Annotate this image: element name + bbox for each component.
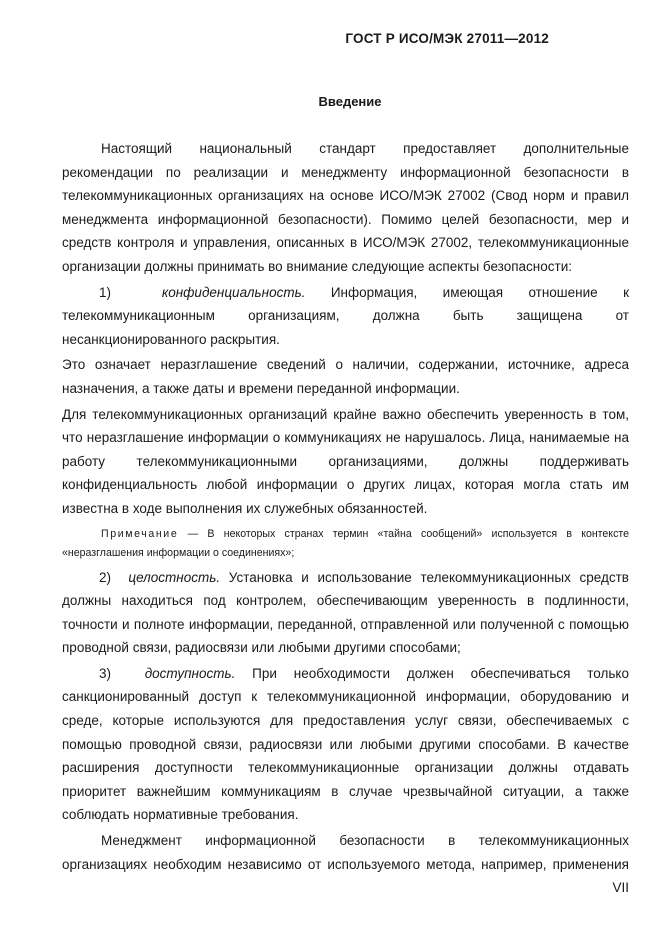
list-item-availability xyxy=(62,662,629,827)
list-item-number: 1) xyxy=(99,284,112,300)
page-number: VII xyxy=(612,880,629,895)
list-item-text: При необходимости должен обеспечиваться только санкционированный доступ к телекоммуникационной информации, оборудованию и среде, которые используются для предоставления услуг связи, обеспечиваемых с помощью проводной связи, радиосвязи или любыми другими способами. В качестве расширения доступности телекоммуникационные организации должны отдавать приоритет важнейшим коммуникациям в случае чрезвычайной ситуации, а также соблюдать нормативные требования. xyxy=(62,665,629,823)
list-item-text: Установка и использование телекоммуникационных средств должны находиться под контролем, обеспечивающим уверенность в подлинности, точности и полноте информации, переданной, отправленной или полученной с помощью проводной связи, радиосвязи или любыми другими способами; xyxy=(62,569,629,656)
body-text xyxy=(62,137,629,876)
paragraph-management: Менеджмент информационной безопасности в телекоммуникационных организациях необходим независимо от используемого метода, например, применения xyxy=(62,833,629,872)
list-item-confidentiality xyxy=(62,281,629,352)
note-text: — В некоторых странах термин «тайна сообщений» используется в контексте «неразглашения информации о соединениях»; xyxy=(62,527,629,559)
list-item-number: 3) xyxy=(99,665,112,681)
standard-header: ГОСТ Р ИСО/МЭК 27011—2012 xyxy=(345,31,549,46)
paragraph-disclosure: Это означает неразглашение сведений о наличии, содержании, источнике, адреса назначения, а также даты и времени переданной информации. xyxy=(62,357,629,396)
list-item-term: целостность. xyxy=(128,569,221,585)
list-item-term: конфиденциальность. xyxy=(161,284,306,300)
note xyxy=(62,525,629,564)
section-title: Введение xyxy=(318,94,382,109)
list-item-number: 2) xyxy=(99,569,112,585)
intro-paragraph: Настоящий национальный стандарт предоставляет дополнительные рекомендации по реализации и менеджменту информационной безопасности в телекоммуникационных организациях на основе ИСО/МЭК 27002 (Свод норм и правил менеджмента информационной безопасности). Помимо целей безопасности, мер и средств контроля и управления, описанных в ИСО/МЭК 27002, телекоммуникационные организации должны принимать во внимание следующие аспекты безопасности: xyxy=(62,141,629,274)
paragraph-assurance: Для телекоммуникационных организаций крайне важно обеспечить уверенность в том, что неразглашение информации о коммуникациях не нарушалось. Лица, нанимаемые на работу телекоммуникационными организациями, должны поддерживать конфиденциальность любой информации о других лицах, которая могла стать им известна в ходе выполнения их служебных обязанностей. xyxy=(62,406,629,516)
list-item-text: Информация, имеющая отношение к телекоммуникационным организациям, должна быть защищена от несанкционированного раскрытия. xyxy=(62,284,629,347)
list-item-integrity xyxy=(62,566,629,660)
note-label: Примечание xyxy=(101,527,179,540)
list-item-term: доступность. xyxy=(144,665,236,681)
